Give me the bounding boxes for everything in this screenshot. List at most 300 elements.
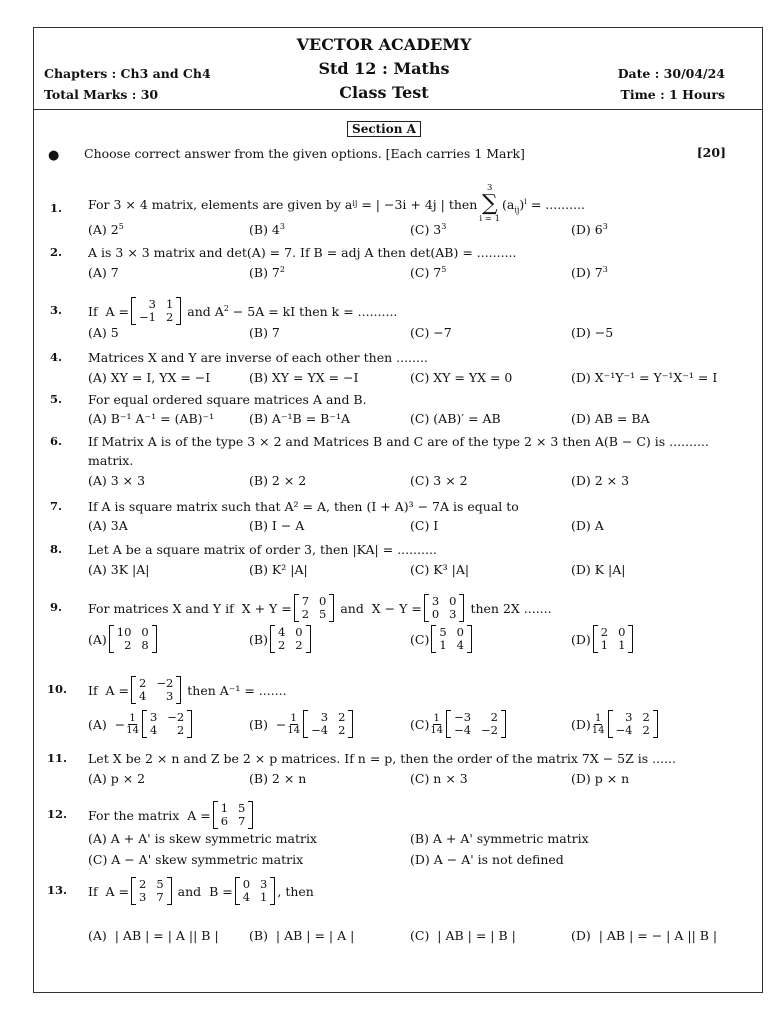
question-text-part: and $A^2$	[183, 303, 229, 319]
option-matrix	[593, 625, 634, 653]
option-label: (D) $7^3$	[571, 264, 608, 280]
matrix-cells	[429, 594, 460, 622]
section-heading: Section A	[0, 118, 768, 137]
option-label: (A) 7	[88, 265, 119, 280]
answer-option	[249, 625, 313, 653]
option-label: (D) −5	[571, 325, 614, 340]
answer-option	[571, 265, 608, 280]
matrix-cell: 0	[431, 607, 440, 621]
question-matrix	[131, 877, 172, 905]
answer-option	[88, 710, 194, 738]
option-label: (C) XY = YX = 0	[410, 370, 513, 385]
question-number: 5.	[50, 392, 63, 406]
matrix-cell: 2	[124, 638, 132, 652]
time-label: Time : 1 Hours	[620, 87, 725, 102]
matrix-cell: 0	[141, 625, 149, 639]
matrix-cells	[114, 625, 152, 653]
answer-option	[249, 562, 308, 577]
question-text-part: Let X be 2 × n and Z be 2 × p matrices. If n = p, then the order of the matrix 7X − 5Z is ......	[88, 751, 677, 766]
question-number: 2.	[50, 245, 63, 259]
question-number: 12.	[47, 807, 68, 821]
option-label: (B) XY = YX = −I	[249, 370, 359, 385]
subscript: ij	[514, 205, 520, 214]
answer-option	[571, 411, 650, 426]
matrix-cell: 4	[149, 723, 158, 737]
option-label: (B) 2 × 2	[249, 473, 307, 488]
matrix-cells	[147, 710, 187, 738]
question-text-part: then A⁻¹ = .......	[183, 682, 287, 698]
answer-option	[571, 771, 629, 786]
matrix-cells	[240, 877, 271, 905]
question-text: For 3 × 4 matrix, elements are given by a ij = | −3i + 4j | then 3 ∑ i = 1 $(a_{ij})^i$ = ..........	[88, 183, 586, 224]
sum-term	[502, 197, 527, 212]
question-text	[88, 392, 367, 407]
matrix-cell: −3	[454, 710, 472, 724]
matrix-cell: 4	[456, 638, 464, 652]
answer-option	[88, 625, 159, 653]
question-text-part: If A =	[88, 303, 129, 319]
question-text-part: If Matrix A is of the type 3 × 2 and Matrices B and C are of the type 2 × 3 then A(B − C) is ..........	[88, 434, 709, 449]
fraction-numerator: 1	[290, 712, 297, 724]
superscript: 2	[223, 303, 229, 313]
matrix-cell: 0	[456, 625, 464, 639]
fraction-numerator: 1	[129, 712, 136, 724]
matrix-cell: 2	[490, 710, 498, 724]
question-number: 7.	[50, 499, 63, 513]
question-text-part: , then	[277, 883, 314, 899]
option-label: (A) 5	[88, 325, 119, 340]
answer-option	[410, 222, 446, 237]
question-matrix	[213, 801, 254, 829]
question-text	[88, 542, 437, 557]
option-label: (D)	[571, 631, 591, 647]
matrix-cell: 2	[301, 607, 310, 621]
answer-option	[88, 562, 149, 577]
answer-option	[571, 710, 660, 738]
question-number: 11.	[47, 751, 68, 765]
fraction-denominator: 14	[591, 724, 605, 736]
answer-option	[410, 411, 501, 426]
question-number: 1.	[50, 201, 63, 215]
sum-upper: 3	[486, 183, 493, 193]
matrix-cell: 5	[238, 801, 246, 815]
answer-option	[249, 222, 285, 237]
answer-option	[571, 222, 608, 237]
matrix-cell: −2	[167, 710, 185, 724]
question-text-part: For the matrix A =	[88, 807, 211, 823]
matrix-cell: 3	[148, 297, 156, 311]
matrix-cells	[436, 625, 467, 653]
answer-option	[88, 831, 317, 846]
question-text	[88, 350, 428, 365]
fraction-numerator: 1	[433, 712, 440, 724]
matrix-cell: 3	[320, 710, 329, 724]
matrix-cell: 7	[301, 594, 310, 608]
matrix-right-bracket	[329, 594, 334, 622]
answer-option	[88, 771, 145, 786]
matrix-cell: −2	[156, 676, 174, 690]
option-label: (C) n × 3	[410, 771, 468, 786]
option-matrix	[142, 710, 192, 738]
question-matrix	[424, 594, 465, 622]
matrix-cell: 7	[238, 814, 246, 828]
superscript: i	[524, 196, 527, 206]
option-label: (D)	[571, 716, 591, 732]
option-label: (B) 7	[249, 325, 280, 340]
answer-option	[249, 325, 280, 340]
option-label: (C) | AB | = | B |	[410, 928, 516, 943]
matrix-right-bracket	[306, 625, 311, 653]
sigma-symbol: ∑	[481, 191, 498, 216]
matrix-cell: 5	[439, 625, 447, 639]
superscript: 5	[441, 264, 447, 274]
matrix-cell: 3	[449, 607, 457, 621]
matrix-cells	[299, 594, 330, 622]
matrix-cell: 0	[449, 594, 457, 608]
chapters-label: Chapters : Ch3 and Ch4	[44, 66, 211, 81]
matrix-right-bracket	[270, 877, 275, 905]
option-label: (B) −	[249, 716, 287, 732]
matrix-cell: 2	[295, 638, 303, 652]
matrix-cell: 4	[242, 890, 251, 904]
fraction	[287, 713, 300, 736]
answer-option	[410, 928, 516, 943]
question-matrix	[131, 676, 181, 704]
option-label: (A) 3 × 3	[88, 473, 146, 488]
matrix-cell: 4	[139, 689, 147, 703]
matrix-cell: 1	[220, 801, 229, 815]
answer-option	[571, 473, 629, 488]
option-label: (A) | AB | = | A || B |	[88, 928, 219, 943]
answer-option	[410, 710, 508, 738]
option-label: (D) X⁻¹Y⁻¹ = Y⁻¹X⁻¹ = I	[571, 370, 718, 385]
matrix-cell: −1	[139, 310, 156, 324]
option-matrix	[431, 625, 472, 653]
question-text	[88, 877, 314, 905]
matrix-cell: 2	[176, 723, 185, 737]
option-label: (A) −	[88, 716, 126, 732]
superscript: 3	[279, 221, 285, 231]
option-matrix	[446, 710, 506, 738]
summation	[479, 184, 500, 224]
matrix-right-bracket	[348, 710, 353, 738]
question-number: 6.	[50, 434, 63, 448]
paren: (	[502, 196, 507, 212]
option-label: (C) $3^3$	[410, 221, 447, 237]
answer-option	[88, 265, 119, 280]
matrix-cell: 0	[295, 625, 303, 639]
superscript: 5	[118, 221, 124, 231]
option-label: (C) $7^5$	[410, 264, 447, 280]
option-label: (C) I	[410, 518, 439, 533]
question-text	[88, 245, 517, 260]
matrix-cell: 6	[220, 814, 229, 828]
question-text-part: = ..........	[526, 196, 586, 212]
test-title: Class Test	[339, 83, 429, 102]
question-text-part: and X − Y =	[336, 600, 422, 616]
question-text-part: If A =	[88, 682, 129, 698]
answer-option	[571, 325, 613, 340]
answer-option	[88, 222, 124, 237]
matrix-cell: 8	[141, 638, 149, 652]
option-label: (B) I − A	[249, 518, 305, 533]
option-label: (B) A⁻¹B = B⁻¹A	[249, 411, 350, 426]
option-label: (C) (AB)′ = AB	[410, 411, 501, 426]
question-text-part: and B =	[173, 883, 233, 899]
answer-option	[410, 370, 512, 385]
matrix-right-bracket	[167, 877, 172, 905]
answer-option	[571, 928, 717, 943]
option-label: (C)	[410, 631, 430, 647]
question-text-part: For matrices X and Y if X + Y =	[88, 600, 292, 616]
matrix-cell: 2	[165, 310, 174, 324]
sum-lower: i = 1	[479, 214, 501, 224]
matrix-cells	[136, 297, 176, 325]
option-label: (B) A + A' symmetric matrix	[410, 831, 589, 846]
answer-option	[571, 562, 626, 577]
matrix-cells	[598, 625, 629, 653]
question-text-part: then 2X .......	[466, 600, 552, 616]
answer-option	[249, 928, 354, 943]
question-text	[88, 594, 552, 622]
question-text-part: If A =	[88, 883, 129, 899]
matrix-cells	[218, 801, 249, 829]
question-text	[88, 751, 676, 766]
matrix-cell: 3	[625, 710, 633, 724]
matrix-cell: −4	[615, 723, 633, 737]
fraction	[430, 713, 443, 736]
matrix-cell: −4	[311, 723, 329, 737]
matrix-cells	[308, 710, 348, 738]
option-label: (B) | AB | = | A |	[249, 928, 355, 943]
matrix-cell: 2	[642, 710, 650, 724]
option-label: (C) −7	[410, 325, 452, 340]
matrix-cells	[136, 877, 167, 905]
fraction-denominator: 14	[287, 724, 301, 736]
answer-option	[88, 852, 303, 867]
matrix-cell: 3	[139, 890, 147, 904]
subject-title: Std 12 : Maths	[318, 59, 450, 78]
matrix-cell: −4	[454, 723, 472, 737]
question-number: 9.	[50, 600, 63, 614]
header-divider	[33, 109, 763, 110]
answer-option	[410, 265, 446, 280]
answer-option	[410, 562, 469, 577]
matrix-cell: 2	[338, 723, 346, 737]
superscript: 2	[279, 264, 285, 274]
answer-option	[88, 411, 214, 426]
option-label: (B) K² |A|	[249, 562, 308, 577]
question-number: 10.	[47, 682, 68, 696]
matrix-cell: 3	[165, 689, 174, 703]
fraction-denominator: 14	[430, 724, 444, 736]
matrix-right-bracket	[467, 625, 472, 653]
superscript: 3	[441, 221, 447, 231]
fraction	[592, 713, 605, 736]
answer-option	[88, 928, 219, 943]
question-text-part: For equal ordered square matrices A and B.	[88, 392, 367, 407]
question-text-part: − 5A = kI then k = ..........	[228, 303, 398, 319]
option-label: (B) 2 × n	[249, 771, 307, 786]
question-text	[88, 676, 287, 704]
matrix-cell: 1	[439, 638, 447, 652]
matrix-cell: 1	[165, 297, 174, 311]
option-matrix	[270, 625, 311, 653]
matrix-right-bracket	[176, 297, 181, 325]
matrix-cell: 2	[277, 638, 286, 652]
question-matrix	[235, 877, 276, 905]
answer-option	[88, 325, 119, 340]
answer-option	[571, 370, 717, 385]
answer-option	[571, 625, 635, 653]
bullet-icon: ●	[48, 148, 60, 163]
matrix-cell: 0	[618, 625, 626, 639]
option-label: (C) A − A' skew symmetric matrix	[88, 852, 304, 867]
matrix-right-bracket	[653, 710, 658, 738]
instruction-text: Choose correct answer from the given options. [Each carries 1 Mark]	[84, 146, 525, 161]
matrix-cell: 3	[260, 877, 268, 891]
question-text-part: Let A be a square matrix of order 3, then |KA| = ..........	[88, 542, 437, 557]
option-label: (C)	[410, 716, 430, 732]
matrix-right-bracket	[152, 625, 157, 653]
matrix-cell: 2	[139, 676, 147, 690]
question-text-part: = | −3i + 4j | then	[357, 196, 478, 212]
option-label: (A) $2^5$	[88, 221, 124, 237]
option-label: (D) | AB | = − | A || B |	[571, 928, 718, 943]
matrix-cells	[451, 710, 501, 738]
question-text	[88, 297, 397, 325]
answer-option	[410, 831, 589, 846]
answer-option	[410, 771, 468, 786]
question-text	[88, 801, 255, 829]
matrix-cell: 2	[642, 723, 650, 737]
answer-option	[410, 625, 474, 653]
option-label: (D) 2 × 3	[571, 473, 630, 488]
matrix-right-bracket	[176, 676, 181, 704]
matrix-cells	[136, 676, 176, 704]
answer-option	[410, 852, 564, 867]
question-matrix	[131, 297, 181, 325]
option-label: (C) K³ |A|	[410, 562, 470, 577]
answer-option	[249, 771, 306, 786]
question-text-continued: matrix.	[88, 453, 134, 468]
question-number: 13.	[47, 883, 68, 897]
matrix-cell: −2	[481, 723, 498, 737]
date-label: Date : 30/04/24	[617, 66, 725, 81]
superscript: 3	[602, 221, 608, 231]
paren: )	[519, 196, 525, 212]
total-marks-label: Total Marks : 30	[44, 87, 159, 102]
matrix-right-bracket	[628, 625, 633, 653]
matrix-right-bracket	[459, 594, 464, 622]
matrix-cell: 1	[260, 890, 268, 904]
option-label: (A) p × 2	[88, 771, 146, 786]
answer-option	[249, 518, 304, 533]
matrix-cell: 2	[139, 877, 147, 891]
matrix-cell: 7	[156, 890, 164, 904]
answer-option	[249, 370, 358, 385]
option-label: (A) 3A	[88, 518, 128, 533]
answer-option	[249, 710, 355, 738]
matrix-cell: 10	[116, 625, 132, 639]
question-text-part: If A is square matrix such that A² = A, then (I + A)³ − 7A is equal to	[88, 499, 519, 514]
matrix-cell: 5	[319, 607, 327, 621]
option-label: (A) XY = I, YX = −I	[88, 370, 211, 385]
matrix-cell: 1	[618, 638, 626, 652]
option-label: (A) A + A' is skew symmetric matrix	[88, 831, 317, 846]
matrix-cell: 1	[600, 638, 609, 652]
matrix-cell: 3	[149, 710, 158, 724]
matrix-cell: 5	[156, 877, 164, 891]
matrix-cell: 3	[431, 594, 440, 608]
answer-option	[249, 411, 350, 426]
term-base: a	[506, 196, 515, 212]
matrix-right-bracket	[501, 710, 506, 738]
answer-option	[410, 473, 468, 488]
matrix-cell: 0	[319, 594, 327, 608]
option-matrix	[303, 710, 353, 738]
answer-option	[88, 370, 210, 385]
answer-option	[88, 518, 128, 533]
answer-option	[249, 473, 306, 488]
option-label: (B)	[249, 631, 268, 647]
answer-option	[249, 265, 285, 280]
superscript: 3	[602, 264, 608, 274]
question-number: 4.	[50, 350, 63, 364]
matrix-right-bracket	[248, 801, 253, 829]
option-label: (D) K |A|	[571, 562, 626, 577]
option-label: (D) p × n	[571, 771, 630, 786]
question-number: 3.	[50, 303, 63, 317]
question-matrix	[294, 594, 335, 622]
question-text	[88, 434, 709, 449]
question-text-part: For 3 × 4 matrix, elements are given by a	[88, 196, 353, 212]
option-label: (D) A − A' is not defined	[410, 852, 564, 867]
answer-option	[88, 473, 145, 488]
question-text	[88, 499, 519, 514]
question-text-part: Matrices X and Y are inverse of each other then ........	[88, 350, 428, 365]
fraction	[126, 713, 139, 736]
matrix-cell: 0	[242, 877, 251, 891]
option-matrix	[109, 625, 157, 653]
option-label: (D) AB = BA	[571, 411, 650, 426]
fraction-denominator: 14	[126, 724, 139, 736]
matrix-cell: 2	[600, 625, 609, 639]
academy-title: VECTOR ACADEMY	[296, 35, 472, 54]
option-label: (D) $6^3$	[571, 221, 608, 237]
matrix-cell: 4	[277, 625, 286, 639]
answer-option	[571, 518, 604, 533]
matrix-cell: 2	[338, 710, 346, 724]
matrix-right-bracket	[187, 710, 192, 738]
option-matrix	[608, 710, 658, 738]
instruction-marks: [20]	[696, 145, 726, 160]
answer-option	[410, 518, 438, 533]
option-label: (A) B⁻¹ A⁻¹ = (AB)⁻¹	[88, 411, 215, 426]
option-label: (C) 3 × 2	[410, 473, 468, 488]
answer-option	[410, 325, 452, 340]
matrix-cells	[275, 625, 306, 653]
fraction-numerator: 1	[594, 712, 602, 724]
option-label: (D) A	[571, 518, 604, 533]
matrix-cells	[613, 710, 653, 738]
option-label: (B) $7^2$	[249, 264, 285, 280]
option-label: (A) 3K |A|	[88, 562, 150, 577]
option-label: (B) $4^3$	[249, 221, 285, 237]
question-number: 8.	[50, 542, 63, 556]
question-text-part: A is 3 × 3 matrix and det(A) = 7. If B = adj A then det(AB) = ..........	[88, 245, 517, 260]
option-label: (A)	[88, 631, 107, 647]
